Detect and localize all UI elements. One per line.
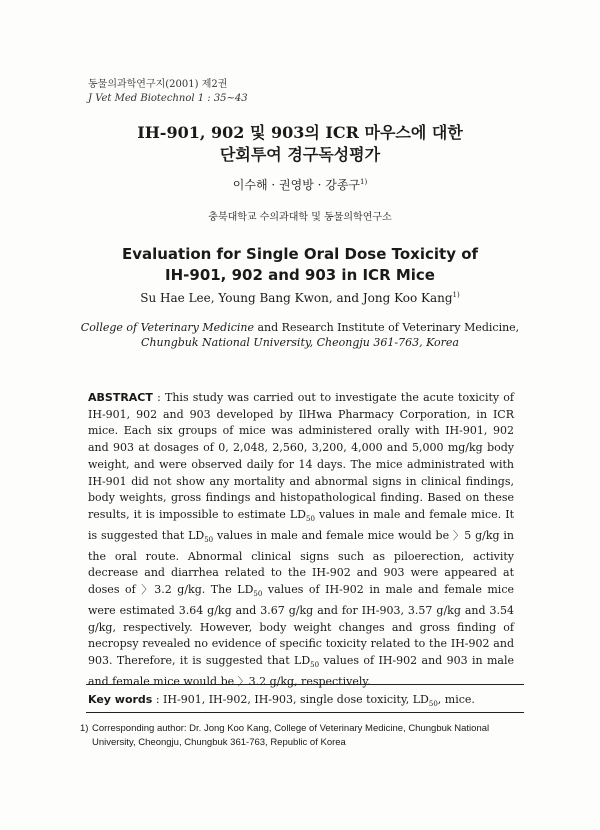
english-affiliation-line1 <box>0 320 600 335</box>
keywords <box>88 693 475 708</box>
english-author-footnote-mark: 1) <box>452 291 460 299</box>
footnote-mark: 1) <box>80 723 89 734</box>
english-authors <box>0 291 600 305</box>
keywords-ld50: $LD_{50}$ <box>412 693 438 709</box>
korean-title-line1: IH-901, 902 및 903의 ICR 마우스에 대한 <box>137 123 463 142</box>
keywords-bottom-rule <box>86 712 524 713</box>
ld50-1: $LD_{50}$ <box>289 507 315 524</box>
english-author-names: Su Hae Lee, Young Bang Kwon, and Jong Koo Kang <box>140 291 453 305</box>
abstract-text-5: values of IH-902 and 903 in male and female mice would be 〉3.2 g/kg, respectively. <box>88 654 514 688</box>
english-title-line2: IH-901, 902 and 903 in ICR Mice <box>165 266 435 284</box>
korean-title <box>0 122 600 166</box>
affiliation-college: College of Veterinary Medicine <box>80 321 254 334</box>
english-title-line1: Evaluation for Single Oral Dose Toxicity of <box>121 245 479 263</box>
ld50-2: $LD_{50}$ <box>188 528 214 544</box>
keywords-label: Key words <box>88 693 153 706</box>
abstract-text-2: values in male and female mice. It is suggested that <box>88 507 514 542</box>
abstract-text-4: values of IH-902 in male and female mice were estimated 3.64 g/kg and 3.67 g/kg and for IH-903, 3.57 g/kg and 3.54 g/kg, respectively. However, body weight changes and gross finding of necropsy revealed no evidence of specific toxicity related to the IH-902 and 903. Therefore, it is suggested that <box>88 583 514 668</box>
abstract-text-1: This study was carried out to investigate the acute toxicity of IH-901, 902 and 903 developed by IlHwa Pharmacy Corporation, in ICR mice. Each six groups of mice was administered orally with IH-901, 902 and 903 at dosages of 0, 2,048, 2,560, 3,200, 4,000 and 5,000 mg/kg body weight, and were observed daily for 14 days. The mice administrated with IH-901 did not show any mortality and abnormal signs in clinical findings, body weights, gross findings and histopathological finding. Based on these results, it is impossible to estimate <box>88 391 515 521</box>
keywords-text-1: : IH-901, IH-902, IH-903, single dose toxicity, <box>152 693 413 706</box>
ld50-4: $LD_{50}$ <box>294 654 320 670</box>
journal-citation: J Vet Med Biotechnol 1 : 35~43 <box>88 93 248 104</box>
korean-author-names: 이수해 · 권영방 · 강종구 <box>232 178 361 192</box>
korean-author-footnote-mark: 1) <box>360 178 368 186</box>
abstract-separator: : <box>152 391 165 404</box>
affiliation-institute: and Research Institute of Veterinary Medicine, <box>254 321 520 334</box>
abstract <box>88 390 514 691</box>
korean-authors <box>0 176 600 193</box>
ld50-3: $LD_{50}$ <box>237 583 263 599</box>
english-affiliation-line2 <box>0 335 600 350</box>
affiliation-university: Chungbuk National University, Cheongju 361-763, Korea <box>141 336 459 349</box>
journal-volume: 동물의과학연구지(2001) 제2권 <box>88 79 228 90</box>
keywords-text-2: , mice. <box>437 693 475 706</box>
english-affiliation <box>0 320 600 350</box>
abstract-text-3: values in male and female mice would be 〉5 g/kg in the oral route. Abnormal clinical signs such as piloerection, activity decrease and diarrhea related to the IH-902 and 903 were appeared at doses of 〉3.2 g/kg. The <box>88 528 514 597</box>
abstract-label: ABSTRACT <box>88 391 153 404</box>
keywords-top-rule <box>86 684 524 685</box>
korean-affiliation: 충북대학교 수의과대학 및 동물의학연구소 <box>208 212 392 223</box>
footnote <box>80 722 524 750</box>
journal-header <box>88 78 248 106</box>
english-title <box>0 244 600 286</box>
korean-title-line2: 단회투여 경구독성평가 <box>219 145 381 164</box>
footnote-text: Corresponding author: Dr. Jong Koo Kang, College of Veterinary Medicine, Chungbuk National University, Cheongju, Chungbuk 361-763, Republic of Korea <box>92 723 490 748</box>
